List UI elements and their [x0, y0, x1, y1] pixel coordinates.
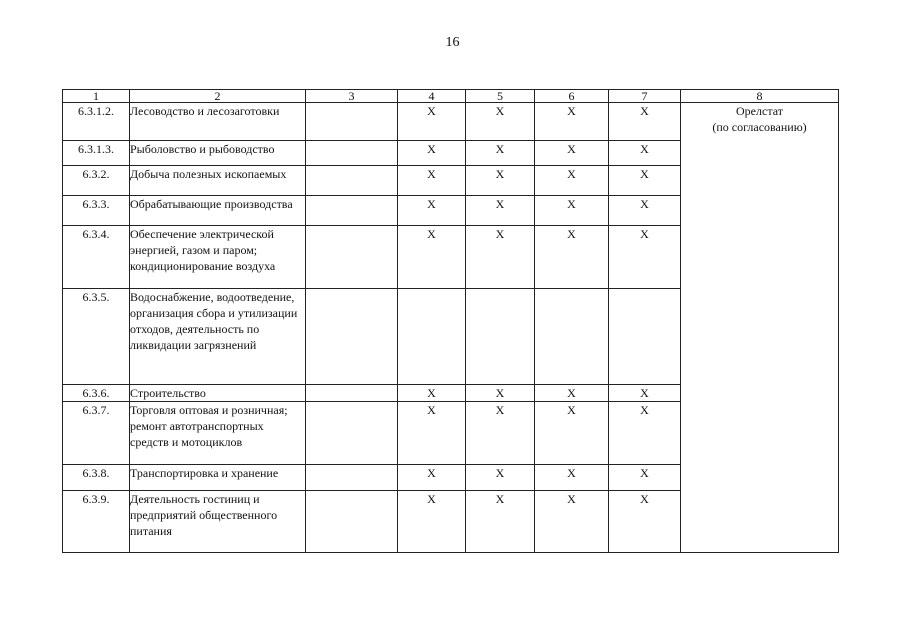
row-code: 6.3.9. [63, 491, 130, 553]
column-header: 8 [681, 90, 839, 103]
row-mark: X [609, 385, 681, 402]
row-code: 6.3.8. [63, 465, 130, 491]
row-mark: X [398, 385, 466, 402]
column-header: 4 [398, 90, 466, 103]
row-mark [609, 289, 681, 385]
column-header: 6 [535, 90, 609, 103]
responsible-agency [681, 103, 839, 553]
row-col3 [306, 196, 398, 226]
row-name: Деятельность гостиниц и предприятий общественного питания [130, 491, 306, 553]
row-col3 [306, 465, 398, 491]
header-row [63, 90, 839, 103]
row-mark: X [398, 226, 466, 289]
row-col3 [306, 402, 398, 465]
row-name: Транспортировка и хранение [130, 465, 306, 491]
row-code: 6.3.1.2. [63, 103, 130, 141]
row-col3 [306, 103, 398, 141]
row-mark: X [535, 166, 609, 196]
row-mark: X [466, 141, 535, 166]
page-number: 16 [445, 35, 460, 50]
row-col3 [306, 166, 398, 196]
row-mark: X [535, 226, 609, 289]
row-mark: X [398, 402, 466, 465]
row-mark: X [398, 103, 466, 141]
row-name: Лесоводство и лесозаготовки [130, 103, 306, 141]
row-code: 6.3.4. [63, 226, 130, 289]
row-mark: X [535, 465, 609, 491]
row-col3 [306, 289, 398, 385]
row-mark: X [609, 402, 681, 465]
row-name: Обеспечение электрической энергией, газом и паром; кондиционирование воздуха [130, 226, 306, 289]
row-code: 6.3.6. [63, 385, 130, 402]
row-code: 6.3.7. [63, 402, 130, 465]
column-header: 7 [609, 90, 681, 103]
row-mark: X [466, 226, 535, 289]
row-code: 6.3.3. [63, 196, 130, 226]
row-name: Водоснабжение, водоотведение, организация сбора и утилизации отходов, деятельность по ликвидации загрязнений [130, 289, 306, 385]
row-mark: X [466, 385, 535, 402]
row-mark: X [466, 402, 535, 465]
row-mark: X [609, 465, 681, 491]
row-mark: X [609, 141, 681, 166]
row-mark: X [609, 166, 681, 196]
row-mark: X [466, 491, 535, 553]
row-mark: X [398, 491, 466, 553]
row-code: 6.3.2. [63, 166, 130, 196]
row-mark: X [535, 196, 609, 226]
column-header: 1 [63, 90, 130, 103]
row-code: 6.3.5. [63, 289, 130, 385]
column-header: 2 [130, 90, 306, 103]
row-mark: X [535, 402, 609, 465]
row-mark [535, 289, 609, 385]
row-name: Обрабатывающие производства [130, 196, 306, 226]
row-mark: X [466, 166, 535, 196]
row-mark: X [466, 103, 535, 141]
row-col3 [306, 226, 398, 289]
row-mark: X [609, 103, 681, 141]
row-mark: X [609, 226, 681, 289]
row-mark: X [535, 491, 609, 553]
row-name: Добыча полезных ископаемых [130, 166, 306, 196]
row-mark: X [609, 196, 681, 226]
table-row [63, 103, 839, 141]
row-mark: X [398, 465, 466, 491]
row-mark: X [398, 196, 466, 226]
row-col3 [306, 141, 398, 166]
row-mark: X [535, 103, 609, 141]
row-col3 [306, 385, 398, 402]
row-name: Рыболовство и рыбоводство [130, 141, 306, 166]
agency-note: (по согласованию) [712, 120, 807, 134]
row-mark: X [535, 385, 609, 402]
row-mark: X [466, 465, 535, 491]
agency-name: Орелстат [736, 104, 783, 118]
column-header: 3 [306, 90, 398, 103]
row-mark: X [398, 141, 466, 166]
statistics-table [62, 89, 839, 553]
row-col3 [306, 491, 398, 553]
column-header: 5 [466, 90, 535, 103]
row-name: Строительство [130, 385, 306, 402]
row-code: 6.3.1.3. [63, 141, 130, 166]
row-name: Торговля оптовая и розничная; ремонт автотранспортных средств и мотоциклов [130, 402, 306, 465]
row-mark: X [398, 166, 466, 196]
row-mark: X [609, 491, 681, 553]
row-mark [398, 289, 466, 385]
row-mark: X [466, 196, 535, 226]
row-mark [466, 289, 535, 385]
row-mark: X [535, 141, 609, 166]
